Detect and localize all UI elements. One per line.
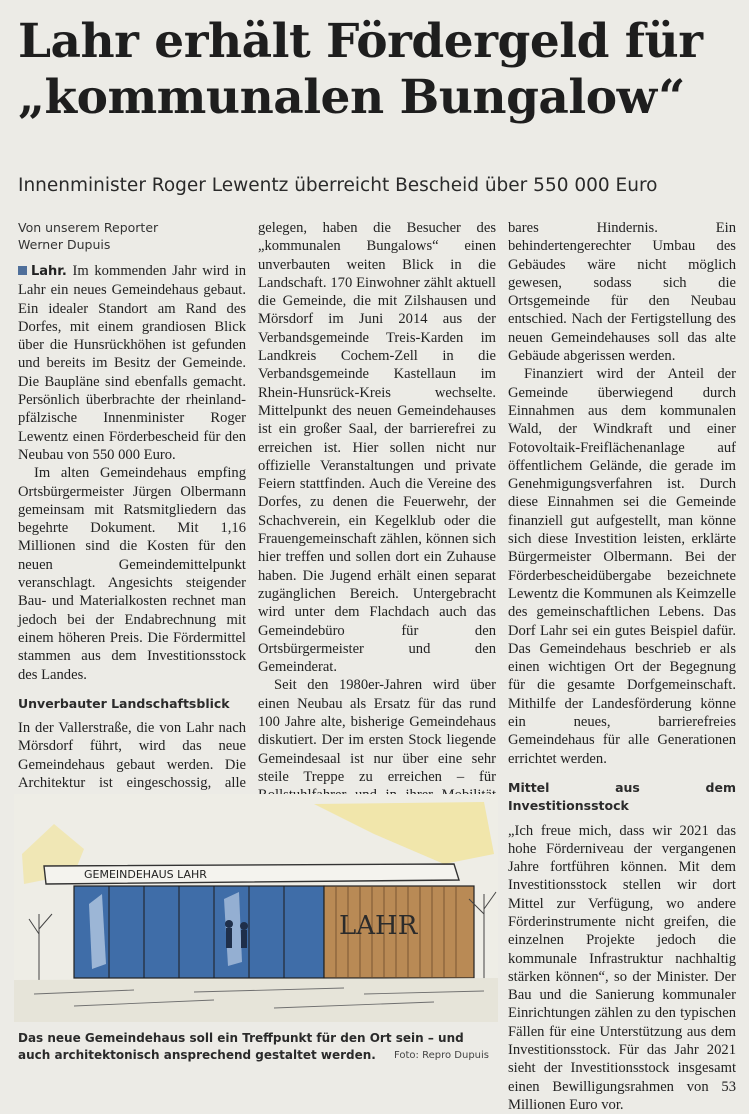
paragraph-lead [18, 262, 246, 464]
byline-role: Von unserem Reporter [18, 219, 246, 236]
paragraph-4-start: Seit den 1980er-Jahren wird über einen Neubau als Ersatz für das rund 100 Jahre alte, bisherige Gemeindehaus diskutiert. Der im ersten Stock liegende Gemeindesaal ist nur über eine sehr steile Treppe zu erreichen – für [258, 676, 496, 841]
paragraph-3-continued: gelegen, haben die Besucher des „kommunalen Bungalows“ einen unverbauten weiten Blick in die Landschaft. 170 Einwohner zählt aktuell die Gemeinde, die mit Zilshausen und Mörsdorf im Juni 2014 aus der Verbandsgemeinde Treis-Karden im Landkreis Cochem-Zell in die Verbandsgemeinde Kastellaun im Rhein-Hunsrück-Kreis wechselte. Mittelpunkt des neuen Gemeindehauses ist ein großer Saal, der barrierefrei zu erreichen ist. Hier sollen nicht nur offizielle Veranstaltungen und private Feiern stattfinden. Auch die Vereine des Dorfes, zu denen die Feuerwehr, der Schachverein, ein Kegelklub oder die Frauengemeinschaft zählen, können sich hier treffen und sollen dort ein Zuhause haben. Die Jugend erhält einen separat zugänglichen Bereich. Untergebracht wird unter dem Flachdach auch das Gemeindebüro für den Ortsbürgermeister und den Gemeinderat. [258, 219, 496, 676]
column-1 [18, 219, 246, 829]
subheadline: Innenminister Roger Lewentz überreicht Bescheid über 550 000 Euro [18, 175, 733, 196]
photo-credit: Foto: Repro Dupuis [394, 1050, 489, 1061]
paragraph-3-start: In der Vallerstraße, die von Lahr nach Mörsdorf führt, wird das neue Gemeindehaus gebaut werden. Die Architektur ist eingeschossig, alle [18, 719, 246, 829]
paragraph-4-continued: bares Hindernis. Ein behindertengerechter Umbau des Gebäudes wäre nicht möglich gewesen, sodass sich die Ortsgemeinde für den Neubau entschied. Nach der Fertigstellung des neuen Gemeindehauses soll das alte Gebäude abgerissen werden. [508, 219, 736, 365]
sketch-sign-text: GEMEINDEHAUS LAHR [84, 868, 207, 881]
sketch-ground [14, 978, 498, 1022]
architectural-sketch-image [14, 794, 498, 1022]
dateline: Lahr. [31, 264, 67, 279]
image-caption: Das neue Gemeindehaus soll ein Treffpunkt für den Ort sein – und auch architektonisch ansprechend gestaltet werden. [18, 1030, 488, 1064]
headline [18, 14, 733, 126]
headline-line-2: „kommunalen Bungalow“ [18, 70, 733, 126]
paragraph-2: Im alten Gemeindehaus empfing Ortsbürgermeister Jürgen Olbermann gemeinsam mit Ratsmitgliedern das begehrte Dokument. Mit 1,16 Millionen sind die Kosten für den neuen Gemeindemittelpunkt veranschlagt. Angesichts steigender Bau- und Materialkosten rechnet man jedoch bei der Endabrechnung mit einem höheren Preis. Die Fördermittel stammen aus dem Investitionsstock des Landes. [18, 464, 246, 684]
column-2 [258, 219, 496, 841]
byline [18, 219, 246, 253]
sketch-glass-facade [74, 886, 324, 978]
paragraph-5: Finanziert wird der Anteil der Gemeinde überwiegend durch Einnahmen aus dem kommunalen Wald, der Windkraft und einer Fotovoltaik-Freiflächenanlage auf öffentlichem Gelände, die gerade im Genehmigungsverfahren ist. Durch diese Einnahmen sei die Gemeinde finanziell gut aufgestellt, man könne sich diese Investition leisten, erklärte Bürgermeister Olbermann. Bei der Förderbescheidübergabe bezeichnete Lewentz die Kommunen als Keimzelle des gemeinschaftlichen Lebens. Das Dorf Lahr sei ein gutes Beispiel dafür. Das Gemeindehaus beschrieb er als einen wichtigen Ort der Begegnung für die gesamte Dorfgemeinschaft. Mithilfe der Landesförderung könne ein neues, barrierefreies Gemeindehaus für alle Generationen errichtet werden. [508, 365, 736, 768]
sketch-wall-text: LAHR [339, 911, 419, 941]
byline-author: Werner Dupuis [18, 236, 246, 253]
paragraph-6: „Ich freue mich, dass wir 2021 das hohe Förderniveau der vergangenen Jahre fortführen können. Mit dem Investitionsstock stellen wir dort Mittel zur Verfügung, wo andere Förderinstrumente nicht greifen, die einzelnen Projekte jedoch die kommunale Infrastruktur nachhaltig stärken können“, so der Minister. Der Bau und die Sanierung kommunaler Einrichtungen zählen zu den typischen Fällen für eine Unterstützung aus dem Investitionsstock. Für das Jahr 2021 sieht der Investitionsstock insgesamt einen Bewilligungsrahmen von 53 Millionen Euro vor. [508, 822, 736, 1114]
subheading-investment: Mittel aus dem Investitionsstock [508, 779, 736, 816]
subheading-landscape: Unverbauter Landschaftsblick [18, 695, 246, 713]
headline-line-1: Lahr erhält Fördergeld für [18, 14, 733, 70]
paragraph-1-text: Im kommenden Jahr wird in Lahr ein neues Gemeindehaus gebaut. Ein idealer Standort am Rand des Dorfes, mit einem grandiosen Blick über die Hunsrückhöhen ist gefunden und bereits im Besitz der Gemeinde. Die Baupläne sind ebenfalls gemacht. Persönlich überbrachte der rheinland-pfälzische Innenminister Roger Lewentz einen Förderbescheid für den Neubau von 550 000 Euro. [18, 263, 246, 463]
square-bullet-icon [18, 266, 27, 275]
column-3 [508, 219, 736, 1114]
